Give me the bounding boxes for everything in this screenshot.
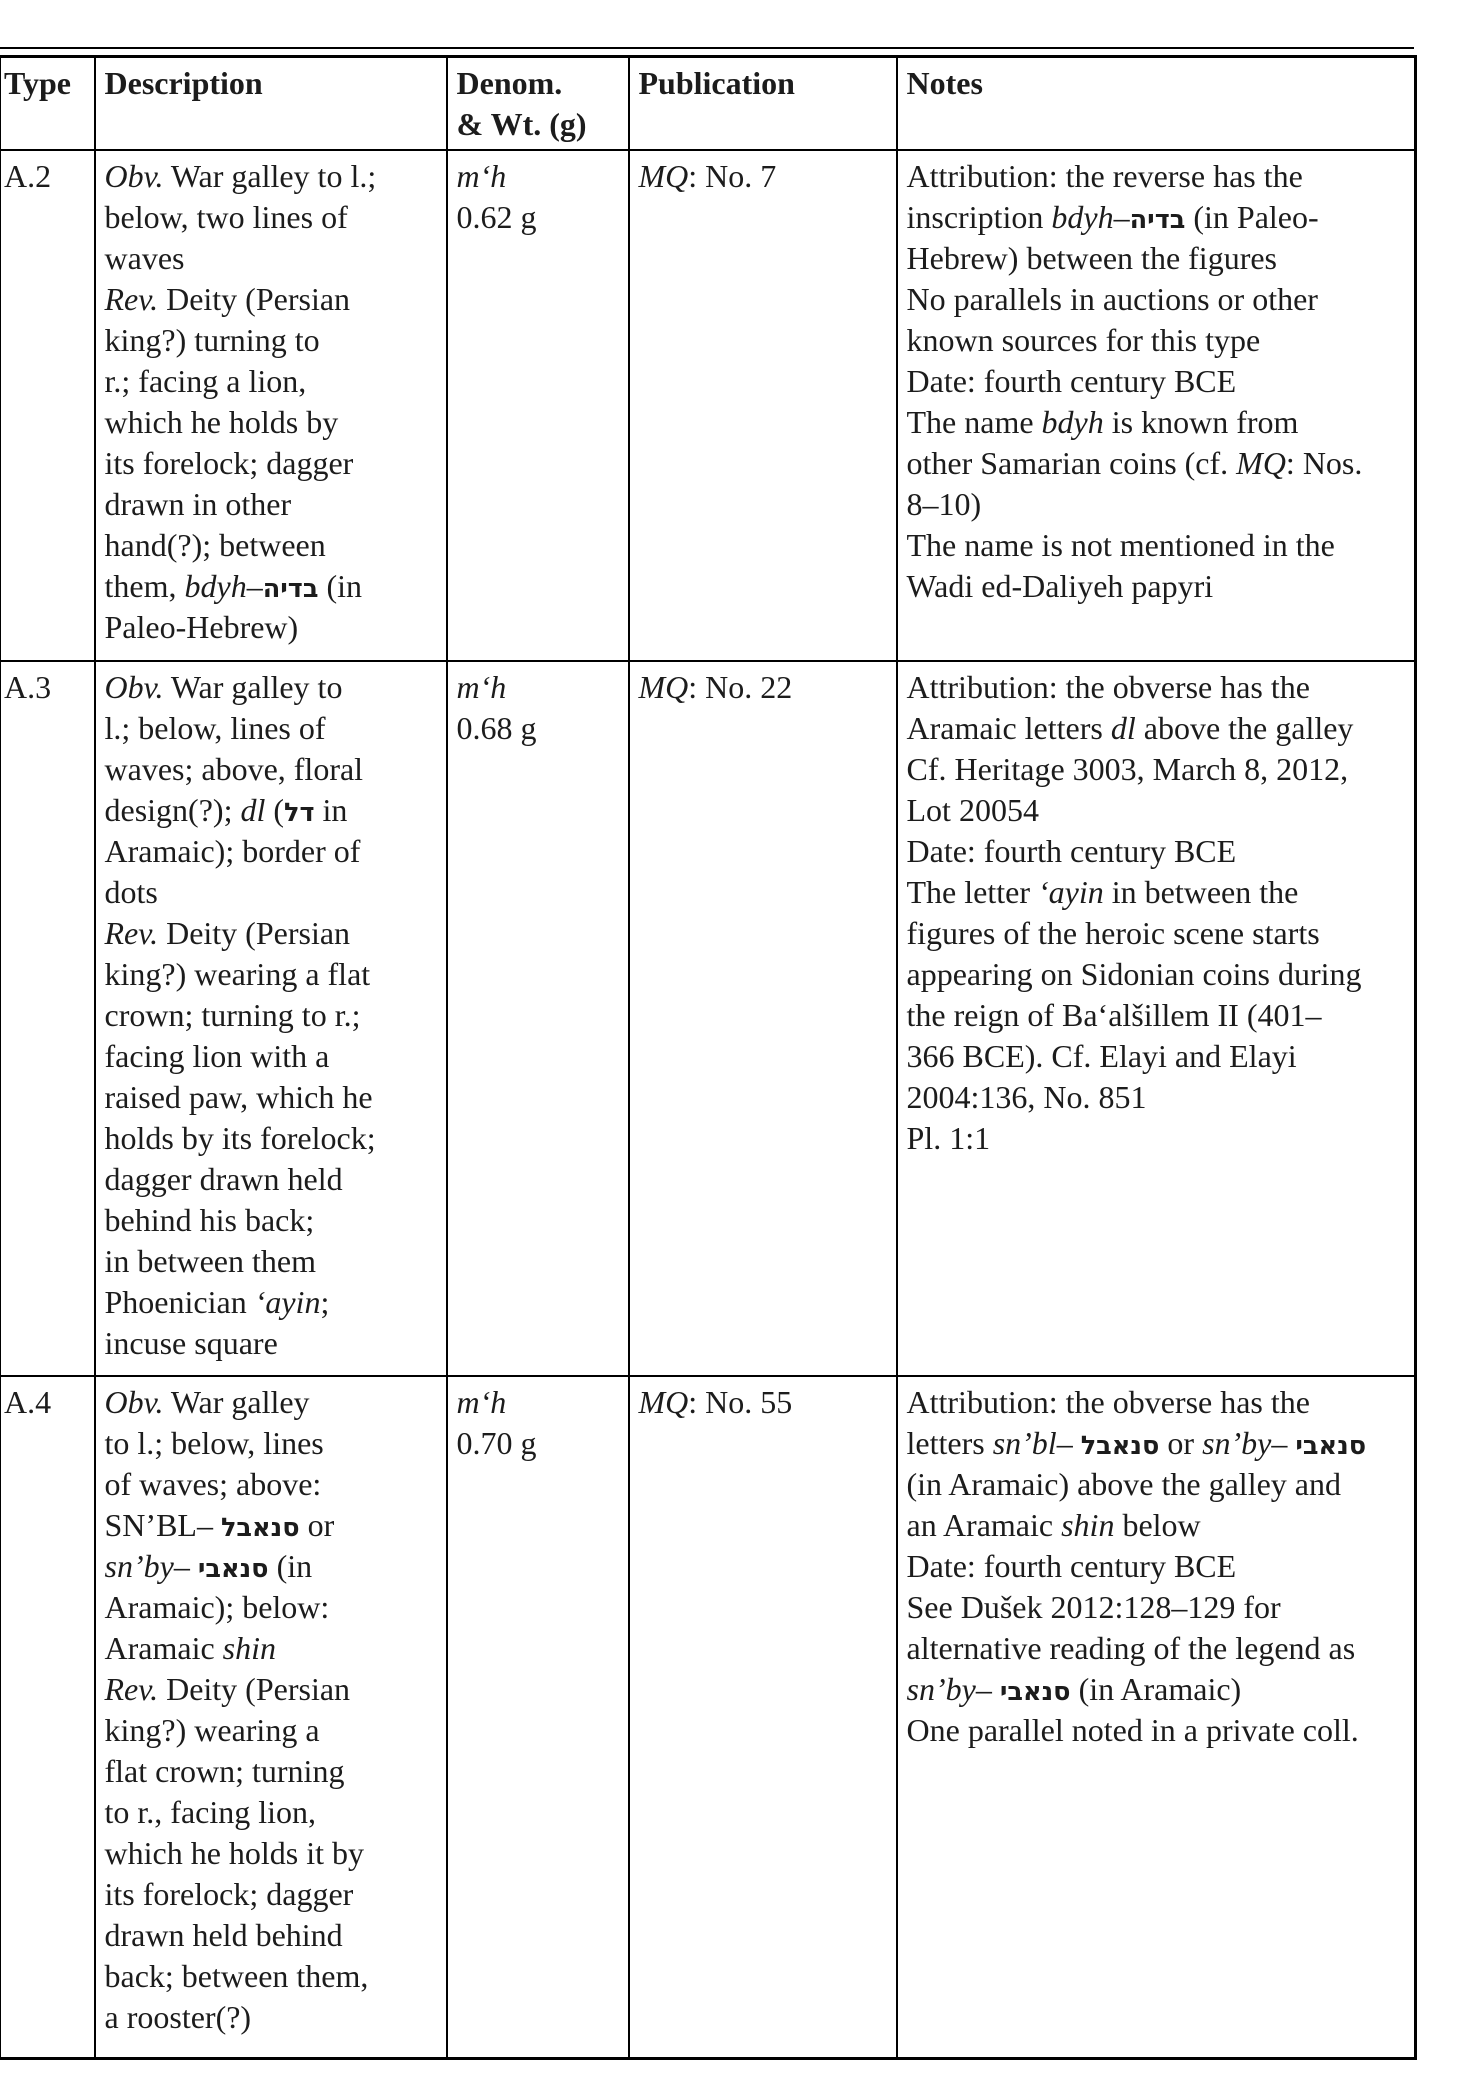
coin-type-table — [0, 55, 1417, 2060]
table-row-a2 — [0, 150, 1416, 661]
cell-a4-publication: MQ: No. 55 — [629, 1376, 897, 2058]
cell-a2-description: Obv. War galley to l.; below, two lines of waves Rev. Deity (Persian king?) turning to r.; facing a lion, which he holds by its forelock; dagger drawn in other hand(?); between them, bdyh–בדיה (in Paleo-Hebrew) — [95, 150, 447, 661]
col-header-description: Description — [95, 57, 447, 151]
top-double-rule — [0, 47, 1414, 49]
cell-a3-type: A.3 — [0, 661, 95, 1376]
col-header-publication: Publication — [629, 57, 897, 151]
cell-a3-publication: MQ: No. 22 — [629, 661, 897, 1376]
cell-a4-description: Obv. War galley to l.; below, lines of waves; above: SN’BL– סנאבל or sn’by– סנאבי (in Aramaic); below: Aramaic shin Rev. Deity (Persian king?) wearing a flat crown; turning to r., facing lion, which he holds it by its forelock; dagger drawn held behind back; between them, a rooster(?) — [95, 1376, 447, 2058]
cell-a2-type: A.2 — [0, 150, 95, 661]
col-header-type: Type — [0, 57, 95, 151]
cell-a2-notes: Attribution: the reverse has the inscription bdyh–בדיה (in Paleo- Hebrew) between the figures No parallels in auctions or other known sources for this type Date: fourth century BCE The name bdyh is known from other Samarian coins (cf. MQ: Nos. 8–10) The name is not mentioned in the Wadi ed-Daliyeh papyri — [897, 150, 1416, 661]
cell-a4-notes: Attribution: the obverse has the letters sn’bl– סנאבל or sn’by– סנאבי (in Aramaic) above the galley and an Aramaic shin below Date: fourth century BCE See Dušek 2012:128–129 for alternative reading of the legend as sn’by– סנאבי (in Aramaic) One parallel noted in a private coll. — [897, 1376, 1416, 2058]
cell-a3-denom-wt: m‘h 0.68 g — [447, 661, 629, 1376]
cell-a2-denom-wt: m‘h 0.62 g — [447, 150, 629, 661]
table-row-a4 — [0, 1376, 1416, 2058]
cell-a4-type: A.4 — [0, 1376, 95, 2058]
col-header-notes: Notes — [897, 57, 1416, 151]
cell-a3-notes: Attribution: the obverse has the Aramaic letters dl above the galley Cf. Heritage 3003, March 8, 2012, Lot 20054 Date: fourth century BCE The letter ‘ayin in between the figures of the heroic scene starts appearing on Sidonian coins during the reign of Ba‘alšillem II (401– 366 BCE). Cf. Elayi and Elayi 2004:136, No. 851 Pl. 1:1 — [897, 661, 1416, 1376]
table-row-a3 — [0, 661, 1416, 1376]
cell-a2-publication: MQ: No. 7 — [629, 150, 897, 661]
cell-a4-denom-wt: m‘h 0.70 g — [447, 1376, 629, 2058]
col-header-denom-wt: Denom. & Wt. (g) — [447, 57, 629, 151]
header-row — [0, 57, 1416, 151]
cell-a3-description: Obv. War galley to l.; below, lines of waves; above, floral design(?); dl (דל in Aramaic); border of dots Rev. Deity (Persian king?) wearing a flat crown; turning to r.; facing lion with a raised paw, which he holds by its forelock; dagger drawn held behind his back; in between them Phoenician ‘ayin; incuse square — [95, 661, 447, 1376]
